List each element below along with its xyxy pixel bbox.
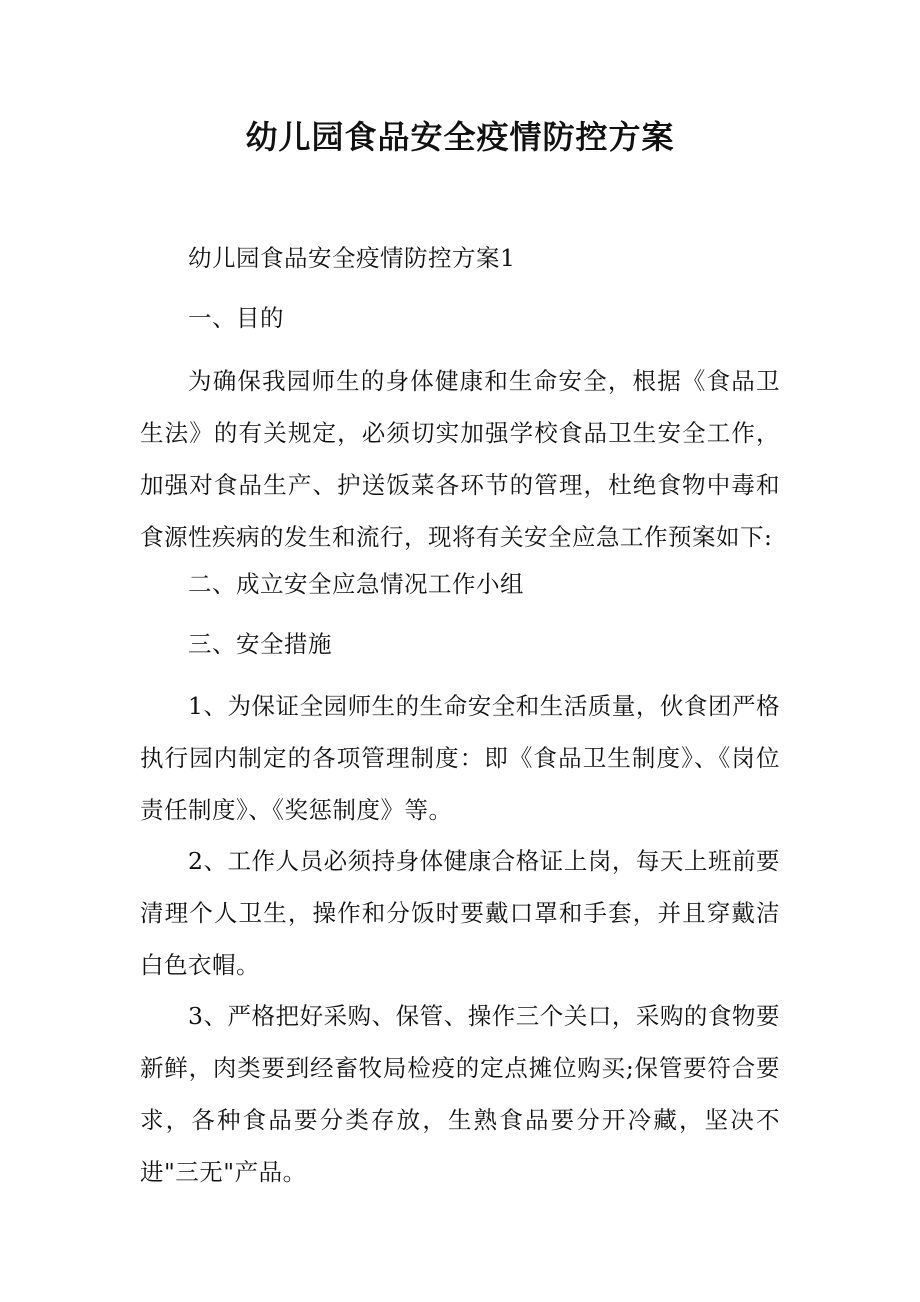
section-heading-purpose: 一、目的 [188, 304, 284, 332]
paragraph-measure-1: 1、为保证全园师生的生命安全和生活质量，伙食团严格执行园内制定的各项管理制度：即《食品卫生制度》、《岗位责任制度》、《奖惩制度》等。 [140, 692, 780, 824]
section-heading-measures: 三、安全措施 [188, 630, 332, 658]
section-heading-team: 二、成立安全应急情况工作小组 [188, 570, 524, 598]
paragraph-measure-2: 2、工作人员必须持身体健康合格证上岗，每天上班前要清理个人卫生，操作和分饭时要戴口罩和手套，并且穿戴洁白色衣帽。 [140, 847, 780, 979]
document-subtitle: 幼儿园食品安全疫情防控方案1 [188, 244, 516, 272]
paragraph-measure-3: 3、严格把好采购、保管、操作三个关口，采购的食物要新鲜，肉类要到经畜牧局检疫的定点摊位购买;保管要符合要求，各种食品要分类存放，生熟食品要分开冷藏，坚决不进"三无"产品。 [140, 1002, 780, 1186]
document-title: 幼儿园食品安全疫情防控方案 [245, 118, 675, 156]
paragraph-purpose: 为确保我园师生的身体健康和生命安全，根据《食品卫生法》的有关规定，必须切实加强学校食品卫生安全工作，加强对食品生产、护送饭菜各环节的管理，杜绝食物中毒和食源性疾病的发生和流行，现将有关安全应急工作预案如下: [140, 367, 780, 551]
